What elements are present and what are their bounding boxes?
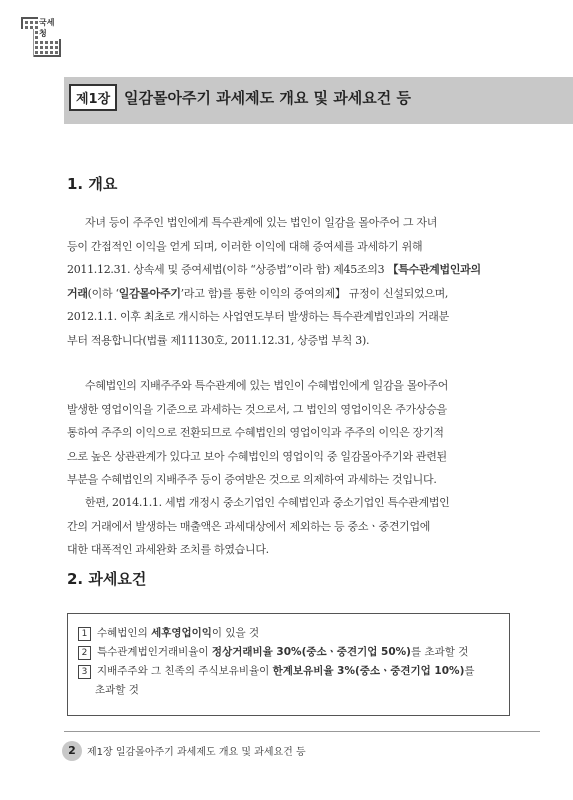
- section-heading-requirements: 2. 과세요건: [67, 570, 147, 588]
- footer-running-title: 제1장 일감몰아주기 과세제도 개요 및 과세요건 등: [87, 747, 306, 758]
- text-line: 통하여 주주의 이익으로 전환되므로 수혜법인의 영업이익과 주주의 이익은 장기적: [67, 426, 444, 439]
- chapter-number: 제1장: [69, 84, 117, 111]
- requirement-item: [78, 624, 497, 643]
- logo-label: 국세청: [38, 17, 61, 39]
- text-line: 발생한 영업이익을 기준으로 과세하는 것으로서, 그 법인의 영업이익은 주가상승을: [67, 402, 447, 416]
- item-number-badge: 2: [78, 646, 91, 660]
- text-line: 한편, 2014.1.1. 세법 개정시 중소기업인 수혜법인과 중소기업인 특수관계법인: [85, 496, 450, 509]
- requirement-item: [78, 643, 497, 662]
- text-line: 부분을 수혜법인의 지배주주 등이 증여받은 것으로 의제하여 과세하는 것입니다.: [67, 473, 437, 486]
- requirement-item: [78, 662, 497, 681]
- page-number: 2: [62, 741, 82, 761]
- logo-side-strip: [21, 29, 34, 57]
- text-line: 수혜법인의 지배주주와 특수관계에 있는 법인이 수혜법인에게 일감을 몰아주어: [85, 379, 449, 392]
- item-number-badge: 1: [78, 627, 91, 641]
- text-line: 간의 거래에서 발생하는 매출액은 과세대상에서 제외하는 등 중소ㆍ중견기업에: [67, 519, 431, 533]
- text-line: 으로 높은 상관관계가 있다고 보아 수혜법인의 영업이익 중 일감몰아주기와 관련된: [67, 449, 447, 463]
- footer-divider: [64, 731, 540, 732]
- requirement-text: 수혜법인의 세후영업이익이 있을 것: [97, 627, 260, 639]
- text-line: 부터 적용합니다(법률 제11130호, 2011.12.31, 상증법 부칙 3).: [67, 333, 370, 347]
- chapter-title: 일감몰아주기 과세제도 개요 및 과세요건 등: [124, 89, 411, 107]
- requirement-continuation: 초과할 것: [95, 684, 139, 696]
- paragraph-overview-2: [67, 374, 510, 492]
- paragraph-overview-3: [67, 491, 510, 562]
- nts-logo: [21, 17, 61, 57]
- requirement-text: 특수관계법인거래비율이 정상거래비율 30%(중소ㆍ중견기업 50%)를 초과할 것: [97, 646, 469, 658]
- text-line: 자녀 등이 주주인 법인에게 특수관계에 있는 법인이 일감을 몰아주어 그 자녀: [85, 216, 438, 229]
- text-line: 2011.12.31. 상속세 및 증여세법(이하 “상증법”이라 함) 제45조의3 【특수관계법인과의: [67, 263, 481, 276]
- text-line: 등이 간접적인 이익을 얻게 되며, 이러한 이익에 대해 증여세를 과세하기 위해: [67, 239, 423, 253]
- text-line: 거래(이하 ‘일감몰아주기’라고 함)를 통한 이익의 증여의제】 규정이 신설되었으며,: [67, 286, 449, 300]
- section-heading-overview: 1. 개요: [67, 175, 118, 193]
- text-line: 2012.1.1. 이후 최초로 개시하는 사업연도부터 발생하는 특수관계법인과의 거래분: [67, 310, 449, 323]
- paragraph-overview-1: [67, 211, 510, 352]
- text-line: 대한 대폭적인 과세완화 조치를 하였습니다.: [67, 543, 269, 556]
- item-number-badge: 3: [78, 665, 91, 679]
- requirement-text: 지배주주와 그 친족의 주식보유비율이 한계보유비율 3%(중소ㆍ중견기업 10%)를: [97, 665, 475, 677]
- requirements-box: [67, 613, 510, 716]
